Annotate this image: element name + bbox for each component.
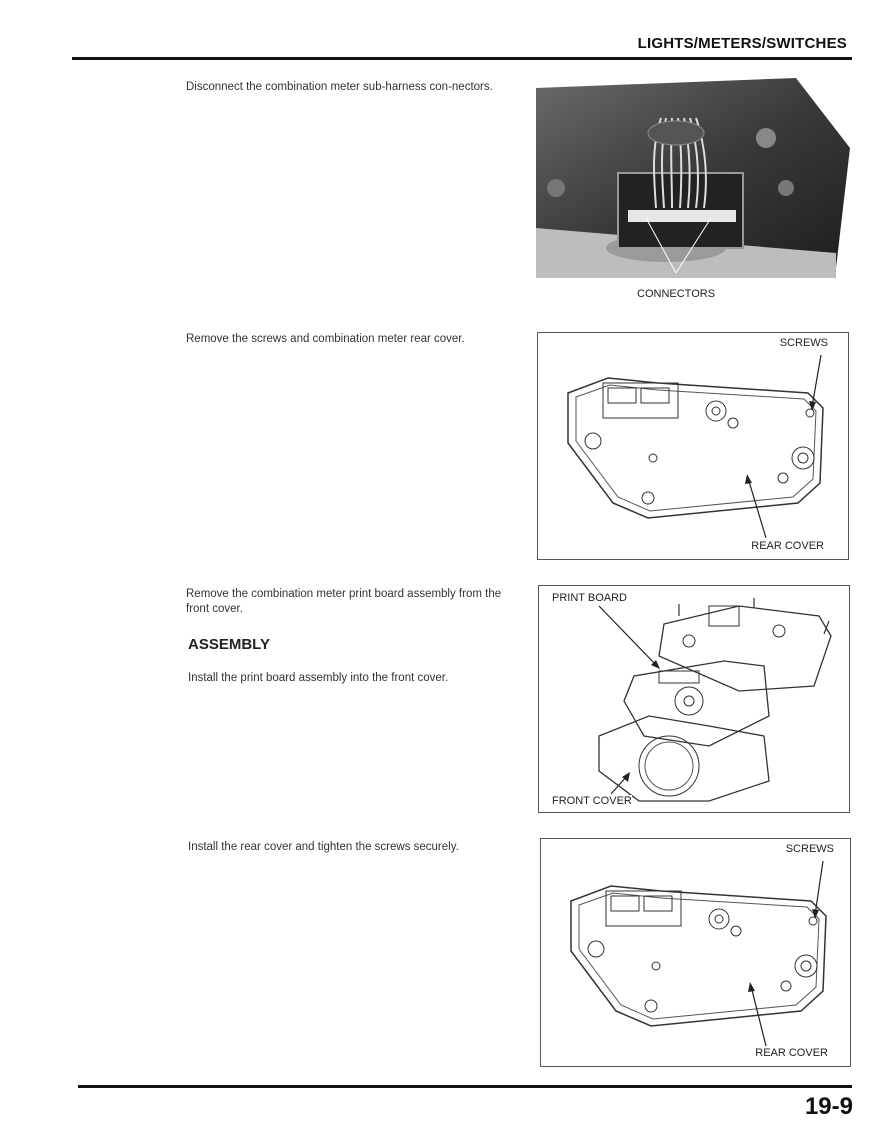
rear-cover-label: REAR COVER xyxy=(751,540,824,552)
step-5-text: Install the rear cover and tighten the screws securely. xyxy=(188,841,459,853)
front-cover-label: FRONT COVER xyxy=(552,795,632,807)
figure-rear-cover-removal xyxy=(537,332,849,560)
footer-rule xyxy=(78,1085,852,1088)
rear-cover-label: REAR COVER xyxy=(755,1047,828,1059)
print-board-label: PRINT BOARD xyxy=(552,592,627,604)
step-4-text: Install the print board assembly into the front cover. xyxy=(188,672,449,684)
step-3-text: Remove the combination meter print board assembly from the front cover. xyxy=(186,588,502,615)
screws-label: SCREWS xyxy=(785,843,834,855)
page-header-title: LIGHTS/METERS/SWITCHES xyxy=(637,35,847,52)
connectors-caption: CONNECTORS xyxy=(637,288,716,300)
figure-print-board-assembly xyxy=(538,585,850,813)
page-number: 19-9 xyxy=(804,1093,853,1120)
section-heading: ASSEMBLY xyxy=(188,636,270,653)
header-rule xyxy=(72,57,852,60)
step-1-text: Disconnect the combination meter sub-harness con-nectors. xyxy=(186,81,493,93)
figure-connectors-photo xyxy=(536,78,850,278)
screws-label: SCREWS xyxy=(779,337,828,349)
figure-rear-cover-install xyxy=(540,838,851,1067)
step-2-text: Remove the screws and combination meter rear cover. xyxy=(186,333,465,345)
